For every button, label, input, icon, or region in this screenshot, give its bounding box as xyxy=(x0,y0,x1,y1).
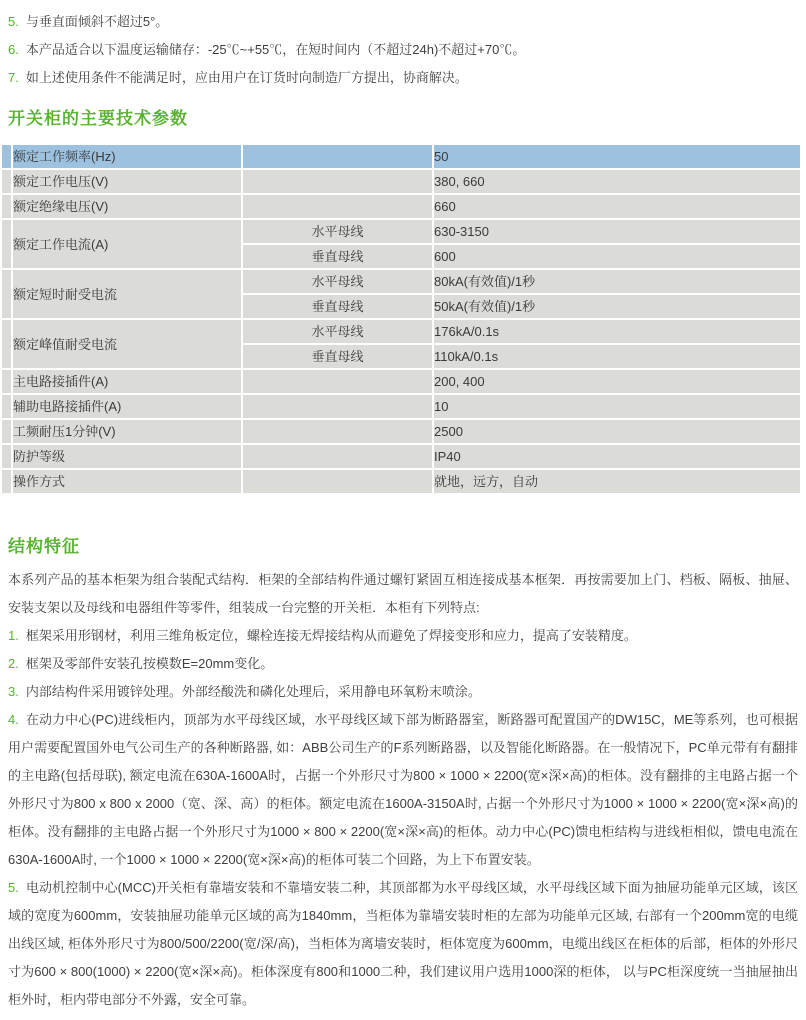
table-row xyxy=(2,320,800,343)
param-value-cell: 660 xyxy=(434,195,800,218)
param-sub-cell xyxy=(243,395,432,418)
section-title-structure: 结构特征 xyxy=(8,537,80,556)
param-label-cell: 额定短时耐受电流 xyxy=(13,270,241,318)
param-value-cell: 就地，远方，自动 xyxy=(434,470,800,493)
parameters-table xyxy=(0,143,802,495)
param-value-cell: 2500 xyxy=(434,420,800,443)
param-sub-cell: 水平母线 xyxy=(243,220,432,243)
list-number: 3. xyxy=(8,684,19,699)
param-value-cell: 176kA/0.1s xyxy=(434,320,800,343)
table-row xyxy=(2,170,800,193)
structure-intro-paragraph: 本系列产品的基本柜架为组合装配式结构．柜架的全部结构件通过螺钉紧固互相连接成基本框架．再按需要加上门、档板、隔板、抽屉、安装支架以及母线和电器组件等零件，组装成一台完整的开关柜．本柜有下列特点: xyxy=(8,572,798,615)
feature-text: 在动力中心(PC)进线柜内，顶部为水平母线区域，水平母线区域下部为断路器室，断路器可配置国产的DW15C，ME等系列，也可根据用户需要配置国外电气公司生产的各种断路器, 如：ABB公司生产的F系列断路器，以及智能化断路器。在一般情况下，PC单元带有有翻排的主电路(包括母联), 额定电流在630A-1600A时，占据一个外形尺寸为800 × 1000 × 2200(宽×深×高)的柜体。没有翻排的主电路占据一个外形尺寸为800 x 800 x 2000（宽、深、高）的柜体。额定电流在1600A-3150A时, 占据一个外形尺寸为1000 × 1000 × 2200(宽×深×高)的柜体。没有翻排的主电路占据一个外形尺寸为1000 × 800 × 2200(宽×深×高)的柜体。动力中心(PC)馈电柜结构与进线柜相似，馈电电流在630A-1600A时, 一个1000 × 1000 × 2200(宽×深×高)的柜体可装二个回路，为上下布置安装。 xyxy=(8,712,798,867)
param-label-cell: 额定工作频率(Hz) xyxy=(13,145,241,168)
param-value-cell: 50kA(有效值)/1秒 xyxy=(434,295,800,318)
list-number: 5. xyxy=(8,14,19,29)
param-sub-cell xyxy=(243,195,432,218)
param-sub-cell xyxy=(243,170,432,193)
param-sub-cell xyxy=(243,420,432,443)
param-value-cell: 80kA(有效值)/1秒 xyxy=(434,270,800,293)
list-text: 如上述使用条件不能满足时，应由用户在订货时向制造厂方提出，协商解决。 xyxy=(25,70,468,85)
table-row xyxy=(2,445,800,468)
feature-text: 框架采用形钢材，利用三维角板定位，螺栓连接无焊接结构从而避免了焊接变形和应力，提高了安装精度。 xyxy=(25,628,637,643)
param-sub-cell: 垂直母线 xyxy=(243,295,432,318)
feature-item xyxy=(8,678,798,706)
feature-item xyxy=(8,622,798,650)
list-item xyxy=(8,36,798,64)
param-label-cell: 额定峰值耐受电流 xyxy=(13,320,241,368)
list-item xyxy=(8,8,798,36)
param-value-cell: 200, 400 xyxy=(434,370,800,393)
list-number: 4. xyxy=(8,712,19,727)
row-edge-cell xyxy=(2,445,11,468)
feature-item xyxy=(8,874,798,1014)
param-value-cell: 600 xyxy=(434,245,800,268)
row-edge-cell xyxy=(2,145,11,168)
row-edge-cell xyxy=(2,195,11,218)
param-value-cell: IP40 xyxy=(434,445,800,468)
list-text: 本产品适合以下温度运输储存：-25℃~+55℃，在短时间内（不超过24h)不超过+70℃。 xyxy=(25,42,526,57)
row-edge-cell xyxy=(2,370,11,393)
table-row xyxy=(2,370,800,393)
table-row xyxy=(2,195,800,218)
param-label-cell: 额定绝缘电压(V) xyxy=(13,195,241,218)
table-row xyxy=(2,470,800,493)
row-edge-cell xyxy=(2,220,11,268)
feature-text: 内部结构件采用镀锌处理。外部经酸洗和磷化处理后，采用静电环氧粉末喷涂。 xyxy=(25,684,481,699)
param-value-cell: 380, 660 xyxy=(434,170,800,193)
row-edge-cell xyxy=(2,420,11,443)
param-sub-cell xyxy=(243,370,432,393)
row-edge-cell xyxy=(2,270,11,318)
row-edge-cell xyxy=(2,320,11,368)
list-number: 2. xyxy=(8,656,19,671)
row-edge-cell xyxy=(2,395,11,418)
table-row xyxy=(2,395,800,418)
param-value-cell: 630-3150 xyxy=(434,220,800,243)
param-value-cell: 50 xyxy=(434,145,800,168)
row-edge-cell xyxy=(2,170,11,193)
feature-item xyxy=(8,650,798,678)
param-label-cell: 主电路接插件(A) xyxy=(13,370,241,393)
param-sub-cell xyxy=(243,145,432,168)
list-number: 6. xyxy=(8,42,19,57)
list-item xyxy=(8,64,798,92)
param-sub-cell xyxy=(243,470,432,493)
section-title-parameters: 开关柜的主要技术参数 xyxy=(8,109,188,128)
param-sub-cell: 水平母线 xyxy=(243,320,432,343)
table-row xyxy=(2,145,800,168)
param-sub-cell: 垂直母线 xyxy=(243,345,432,368)
table-row xyxy=(2,420,800,443)
conditions-list xyxy=(8,8,798,92)
param-value-cell: 10 xyxy=(434,395,800,418)
feature-item xyxy=(8,706,798,874)
list-number: 5. xyxy=(8,880,19,895)
list-text: 与垂直面倾斜不超过5°。 xyxy=(25,14,169,29)
feature-text: 电动机控制中心(MCC)开关柜有靠墙安装和不靠墙安装二种，其顶部都为水平母线区域，水平母线区域下面为抽屉功能单元区域，该区域的宽度为600mm，安装抽屉功能单元区域的高为1840mm，当柜体为靠墙安装时柜的左部为功能单元区域, 右部有一个200mm宽的电缆出线区域, 柜体外形尺寸为800/500/2200(宽/深/高)，当柜体为离墙安装时，柜体宽度为600mm，电缆出线区在柜体的后部，柜体的外形尺寸为600 × 800(1000) × 2200(宽×深×高)。柜体深度有800和1000二种，我们建议用户选用1000深的柜体， 以与PC柜深度统一当抽屉抽出柜外时，柜内带电部分不外露，安全可靠。 xyxy=(8,880,798,1007)
param-sub-cell: 水平母线 xyxy=(243,270,432,293)
param-label-cell: 额定工作电压(V) xyxy=(13,170,241,193)
param-label-cell: 额定工作电流(A) xyxy=(13,220,241,268)
features-list xyxy=(8,622,798,1014)
param-label-cell: 操作方式 xyxy=(13,470,241,493)
param-label-cell: 防护等级 xyxy=(13,445,241,468)
param-sub-cell: 垂直母线 xyxy=(243,245,432,268)
list-number: 7. xyxy=(8,70,19,85)
param-label-cell: 工频耐压1分钟(V) xyxy=(13,420,241,443)
param-value-cell: 110kA/0.1s xyxy=(434,345,800,368)
table-row xyxy=(2,220,800,243)
param-label-cell: 辅助电路接插件(A) xyxy=(13,395,241,418)
list-number: 1. xyxy=(8,628,19,643)
table-row xyxy=(2,270,800,293)
feature-text: 框架及零部件安装孔按模数E=20mm变化。 xyxy=(25,656,274,671)
param-sub-cell xyxy=(243,445,432,468)
row-edge-cell xyxy=(2,470,11,493)
